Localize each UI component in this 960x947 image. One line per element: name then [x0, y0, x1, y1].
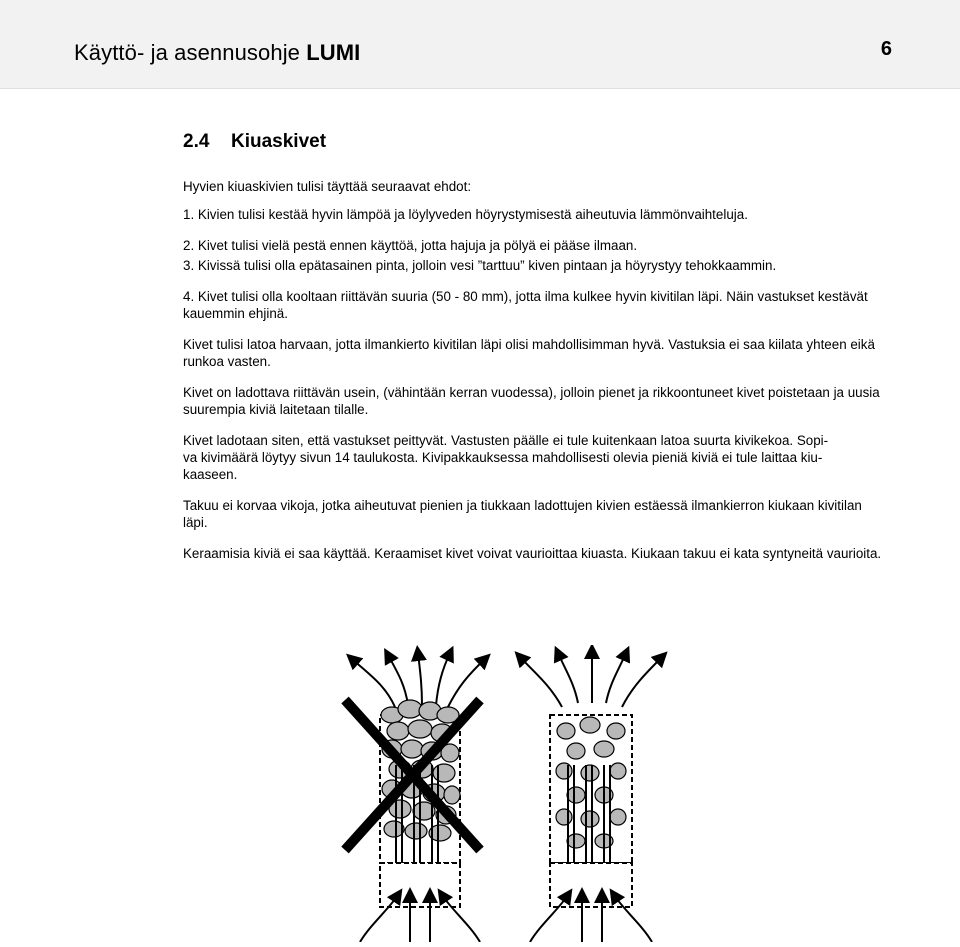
heater-base-right — [550, 863, 632, 907]
document-title-prefix: Käyttö- ja asennusohje — [74, 40, 307, 65]
correct-stacking-heater — [520, 651, 662, 942]
list-item-1: 1. Kivien tulisi kestää hyvin lämpöä ja löylyveden höyrystymisestä aiheutuvia lämmönvaihteluja. — [183, 207, 748, 222]
heater-base-left — [380, 863, 460, 907]
outflow-arrows-right — [520, 651, 662, 707]
paragraph-stacking-line-1: Kivet ladotaan siten, että vastukset peittyvät. Vastusten päälle ei tule kuitenkaan latoa suurta kivikekoa. Sopi- — [183, 433, 829, 448]
list-item-4: 4. Kivet tulisi olla kooltaan riittävän suuria (50 - 80 mm), jotta ilma kulkee hyvin kivitilan läpi. Näin vastukset kestävät kauemmin ehjinä. — [183, 289, 868, 321]
list-item-3: 3. Kivissä tulisi olla epätasainen pinta, jolloin vesi ”tarttuu” kiven pintaan ja höyrystyy tehokkaammin. — [183, 258, 777, 273]
paragraph-stacking-line-3: kaaseen. — [183, 467, 238, 482]
intro-paragraph: Hyvien kiuaskivien tulisi täyttää seuraavat ehdot: — [183, 179, 472, 194]
page-number: 6 — [880, 38, 892, 60]
stone-stacking-illustration — [300, 645, 700, 942]
body-text — [183, 178, 888, 562]
paragraph-ceramic-stones: Keraamisia kiviä ei saa käyttää. Keraamiset kivet voivat vaurioittaa kiuasta. Kiukaan takuu ei kata syntyneitä vaurioita. — [183, 546, 882, 561]
outflow-arrows-left — [352, 653, 485, 707]
stacking-diagram — [300, 645, 700, 942]
document-title — [74, 40, 360, 66]
section-title: Kiuaskivet — [231, 131, 327, 152]
section-heading — [183, 131, 326, 153]
paragraph-loading: Kivet tulisi latoa harvaan, jotta ilmankierto kivitilan läpi olisi mahdollisimman hyvä. Vastuksia ei saa kiilata yhteen eikä runkoa vasten. — [183, 337, 875, 369]
paragraph-stacking-line-2: va kivimäärä löytyy sivun 14 taulukosta. Kivipakkauksessa mahdollisesti olevia pieniä kiviä ei tule laittaa kiu- — [183, 450, 823, 465]
paragraph-relayering: Kivet on ladottava riittävän usein, (vähintään kerran vuodessa), jolloin pienet ja rikkoontuneet kivet poistetaan ja uusia suurempia kiviä laitetaan tilalle. — [183, 385, 880, 417]
paragraph-warranty: Takuu ei korvaa vikoja, jotka aiheutuvat pienien ja tiukkaan ladottujen kivien estäessä ilmankierron kiukaan kivitilan läpi. — [183, 498, 862, 530]
section-number: 2.4 — [183, 131, 210, 152]
product-name: LUMI — [306, 40, 361, 65]
page-header — [0, 0, 960, 89]
list-item-2: 2. Kivet tulisi vielä pestä ennen käyttöä, jotta hajuja ja pölyä ei pääse ilmaan. — [183, 238, 638, 253]
incorrect-stacking-heater — [345, 653, 485, 942]
